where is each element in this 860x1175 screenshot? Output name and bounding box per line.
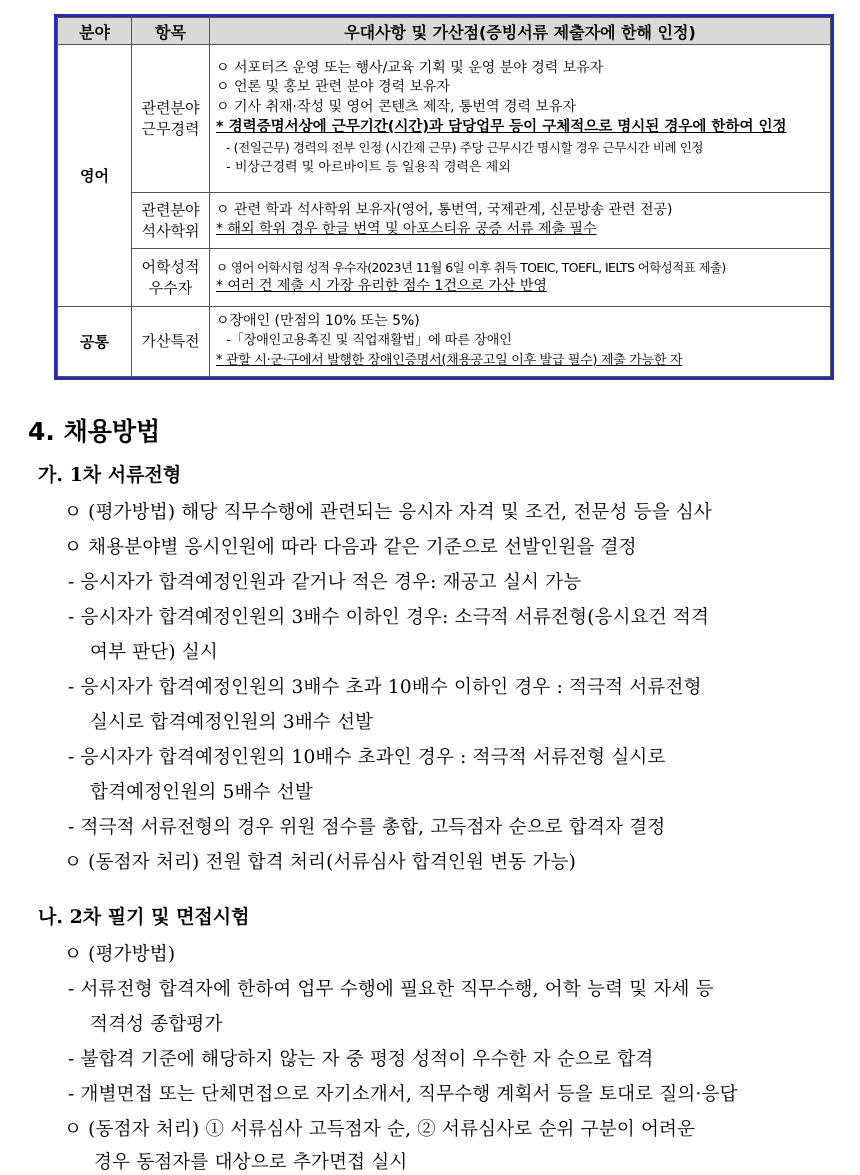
preference-table — [54, 14, 834, 380]
header-field: 분야 — [58, 18, 132, 45]
table-row — [58, 193, 831, 249]
body-line: 합격예정인원의 5배수 선발 — [90, 782, 313, 803]
content-line: ㅇ 언론 및 홍보 관련 분야 경력 보유자 — [216, 79, 451, 96]
subsection-title-a: 가. 1차 서류전형 — [38, 464, 182, 486]
body-line: ㅇ 채용분야별 응시인원에 따라 다음과 같은 기준으로 선발인원을 결정 — [64, 537, 637, 558]
header-content: 우대사항 및 가산점(증빙서류 제출자에 한해 인정) — [210, 18, 831, 45]
content-bonus — [210, 307, 831, 377]
body-line: - 응시자가 합격예정인원의 3배수 이하인 경우: 소극적 서류전형(응시요건 적격 — [68, 607, 710, 628]
table-row — [58, 45, 831, 193]
body-line: ㅇ (동점자 처리) 전원 합격 처리(서류심사 합격인원 변동 가능) — [64, 852, 577, 873]
content-line: ㅇ 서포터즈 운영 또는 행사/교육 기획 및 운영 분야 경력 보유자 — [216, 59, 604, 76]
header-item: 항목 — [132, 18, 210, 45]
subsection-title-b: 나. 2차 필기 및 면접시험 — [38, 906, 250, 928]
body-line: - 개별면접 또는 단체면접으로 자기소개서, 직무수행 계획서 등을 토대로 질의·응답 — [68, 1084, 738, 1105]
body-line: - 서류전형 합격자에 한하여 업무 수행에 필요한 직무수행, 어학 능력 및 자세 등 — [68, 979, 714, 1000]
content-note: * 여러 건 제출 시 가장 유리한 점수 1건으로 가산 반영 — [216, 278, 547, 294]
content-note-bold: * 경력증명서상에 근무기간(시간)과 담당업무 등이 구체적으로 명시된 경우에 한하여 인정 — [216, 119, 787, 136]
item-bonus: 가산특전 — [132, 307, 210, 377]
content-line: ㅇ 영어 어학시험 성적 우수자(2023년 11월 6일 이후 취득 TOEIC, TOEFL, IELTS 어학성적표 제출) — [216, 259, 726, 275]
item-work-experience: 관련분야 근무경력 — [132, 45, 210, 193]
content-line: ㅇ장애인 (만점의 10% 또는 5%) — [216, 312, 420, 329]
body-line: ㅇ (동점자 처리) ① 서류심사 고득점자 순, ② 서류심사로 순위 구분이 어려운 — [64, 1119, 696, 1140]
table-header-row — [58, 18, 831, 45]
field-common: 공통 — [58, 307, 132, 377]
content-subline: -「장애인고용촉진 및 직업재활법」에 따른 장애인 — [226, 333, 512, 349]
item-language-score: 어학성적 우수자 — [132, 249, 210, 307]
content-line: ㅇ 기사 취재·작성 및 영어 콘텐츠 제작, 통번역 경력 보유자 — [216, 98, 577, 115]
body-line: ㅇ (평가방법) 해당 직무수행에 관련되는 응시자 자격 및 조건, 전문성 등을 심사 — [64, 502, 713, 523]
body-line: - 응시자가 합격예정인원의 3배수 초과 10배수 이하인 경우 : 적극적 서류전형 — [68, 677, 702, 698]
body-line: - 불합격 기준에 해당하지 않는 자 중 평정 성적이 우수한 자 순으로 합격 — [68, 1049, 654, 1070]
body-line: 적격성 종합평가 — [90, 1014, 223, 1035]
body-line: - 응시자가 합격예정인원의 10배수 초과인 경우 : 적극적 서류전형 실시로 — [68, 747, 666, 768]
table-row — [58, 249, 831, 307]
content-note: * 관할 시·군·구에서 발행한 장애인증명서(채용공고일 이후 발급 필수) 제출 가능한 자 — [216, 352, 683, 368]
content-subline: - 비상근경력 및 아르바이트 등 일용직 경력은 제외 — [226, 159, 511, 175]
item-masters-degree: 관련분야 석사학위 — [132, 193, 210, 249]
body-line: 경우 동점자를 대상으로 추가면접 실시 — [94, 1152, 408, 1173]
content-language-score — [210, 249, 831, 307]
body-line: ㅇ (평가방법) — [64, 944, 176, 965]
table-row — [58, 307, 831, 377]
content-note: * 해외 학위 경우 한글 번역 및 아포스티유 공증 서류 제출 필수 — [216, 221, 597, 237]
content-subline: - (전일근무) 경력의 전부 인정 (시간제 근무) 주당 근무시간 명시할 경우 근무시간 비례 인정 — [226, 140, 704, 156]
field-english: 영어 — [58, 45, 132, 307]
content-line: ㅇ 관련 학과 석사학위 보유자(영어, 통번역, 국제관계, 신문방송 관련 전공) — [216, 201, 673, 218]
content-work-experience — [210, 45, 831, 193]
body-line: - 응시자가 합격예정인원과 같거나 적은 경우: 재공고 실시 가능 — [68, 572, 582, 593]
body-line: - 적극적 서류전형의 경우 위원 점수를 총합, 고득점자 순으로 합격자 결정 — [68, 817, 666, 838]
content-masters-degree — [210, 193, 831, 249]
body-line: 실시로 합격예정인원의 3배수 선발 — [90, 712, 374, 733]
section-title: 4. 채용방법 — [28, 417, 161, 446]
body-line: 여부 판단) 실시 — [90, 642, 219, 663]
preference-table-grid — [57, 17, 831, 377]
